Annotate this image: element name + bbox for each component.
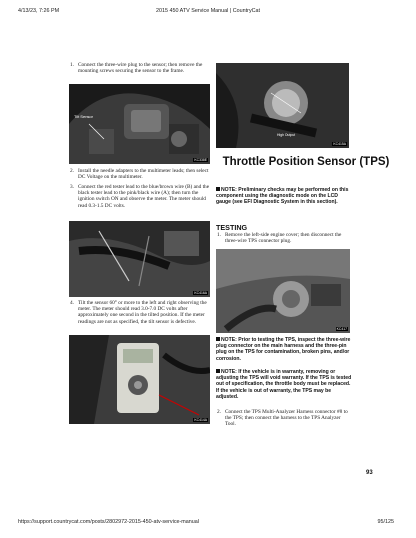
note-bullet-icon <box>216 337 220 341</box>
photo-code: KC338E <box>194 158 207 162</box>
photo-label: High Output <box>277 133 296 137</box>
print-url[interactable]: https://support.countrycat.com/posts/2802972-2015-450-atv-service-manual <box>18 519 199 525</box>
note-bullet-icon <box>216 369 220 373</box>
step-1: 1. Connect the three-wire plug to the sensor; then remove the mounting screws securing the sensor to the frame. <box>70 62 203 75</box>
photo-code: KC415A <box>333 142 346 146</box>
browser-footer <box>0 519 416 529</box>
note-preliminary: NOTE: Preliminary checks may be performed on this component using the diagnostic mode on the LCD gauge (see EFI Diagnostic System in this section). <box>216 187 349 206</box>
print-datetime: 4/13/23, 7:26 PM <box>18 8 60 14</box>
note-bullet-icon <box>216 187 220 191</box>
tilt-sensor-image <box>69 84 210 164</box>
photo-label: Tilt Sensor <box>74 114 93 119</box>
photo-code: KC414A <box>194 418 207 422</box>
testing-step-2: 2. Connect the TPS Multi-Analyzer Harness connector #8 to the TPS; then connect the harness to the TPS Analyzer Tool. <box>217 409 348 428</box>
step-3: 3. Connect the red tester lead to the blue/brown wire (B) and the black tester lead to the pink/black wire (A); then turn the ignition switch ON and observe the meter. The meter should read 0.3-1.5 DC volts. <box>70 184 210 209</box>
section-title: Throttle Position Sensor (TPS) <box>222 156 390 168</box>
photo-code: KC417 <box>336 327 347 331</box>
photo-top-right <box>216 63 349 148</box>
photo-multimeter <box>69 335 210 424</box>
photo-code: KC416A <box>194 291 207 295</box>
note-inspect: NOTE: Prior to testing the TPS, inspect the three-wire plug connector on the main harness and the three-pin plug on the TPS for contamination, broken pins, and/or corrosion. <box>216 337 351 362</box>
note-warranty: NOTE: If the vehicle is in warranty, removing or adjusting the TPS will void warranty. If the TPS is tested out of specification, the throttle body must be replaced. If the vehicle is out of warranty, the TPS may be adjusted. <box>216 369 352 400</box>
photo-tilt-sensor <box>69 84 210 164</box>
step-4: 4. Tilt the sensor 60° or more to the left and right observing the meter. The meter should read 3.0-7.0 DC volts after approximately one second in the tilted position. If the meter readings are not as specified, the tilt sensor is defective. <box>70 300 207 325</box>
page-number: 93 <box>366 470 373 476</box>
wire-connection-image <box>69 221 210 297</box>
print-page-count: 95/125 <box>377 519 394 525</box>
photo-meter-connection <box>69 221 210 297</box>
print-title: 2015 450 ATV Service Manual | CountryCat <box>155 8 261 14</box>
tps-connector-image <box>216 249 350 333</box>
testing-heading: TESTING <box>216 223 248 232</box>
browser-header <box>0 8 416 20</box>
multimeter-image <box>69 335 210 424</box>
photo-tps <box>216 249 350 333</box>
step-2: 2. Install the needle adapters to the multimeter leads; then select DC Voltage on the multimeter. <box>70 168 209 181</box>
testing-step-1: 1. Remove the left-side engine cover; then disconnect the three-wire TPS connector plug. <box>217 232 342 245</box>
